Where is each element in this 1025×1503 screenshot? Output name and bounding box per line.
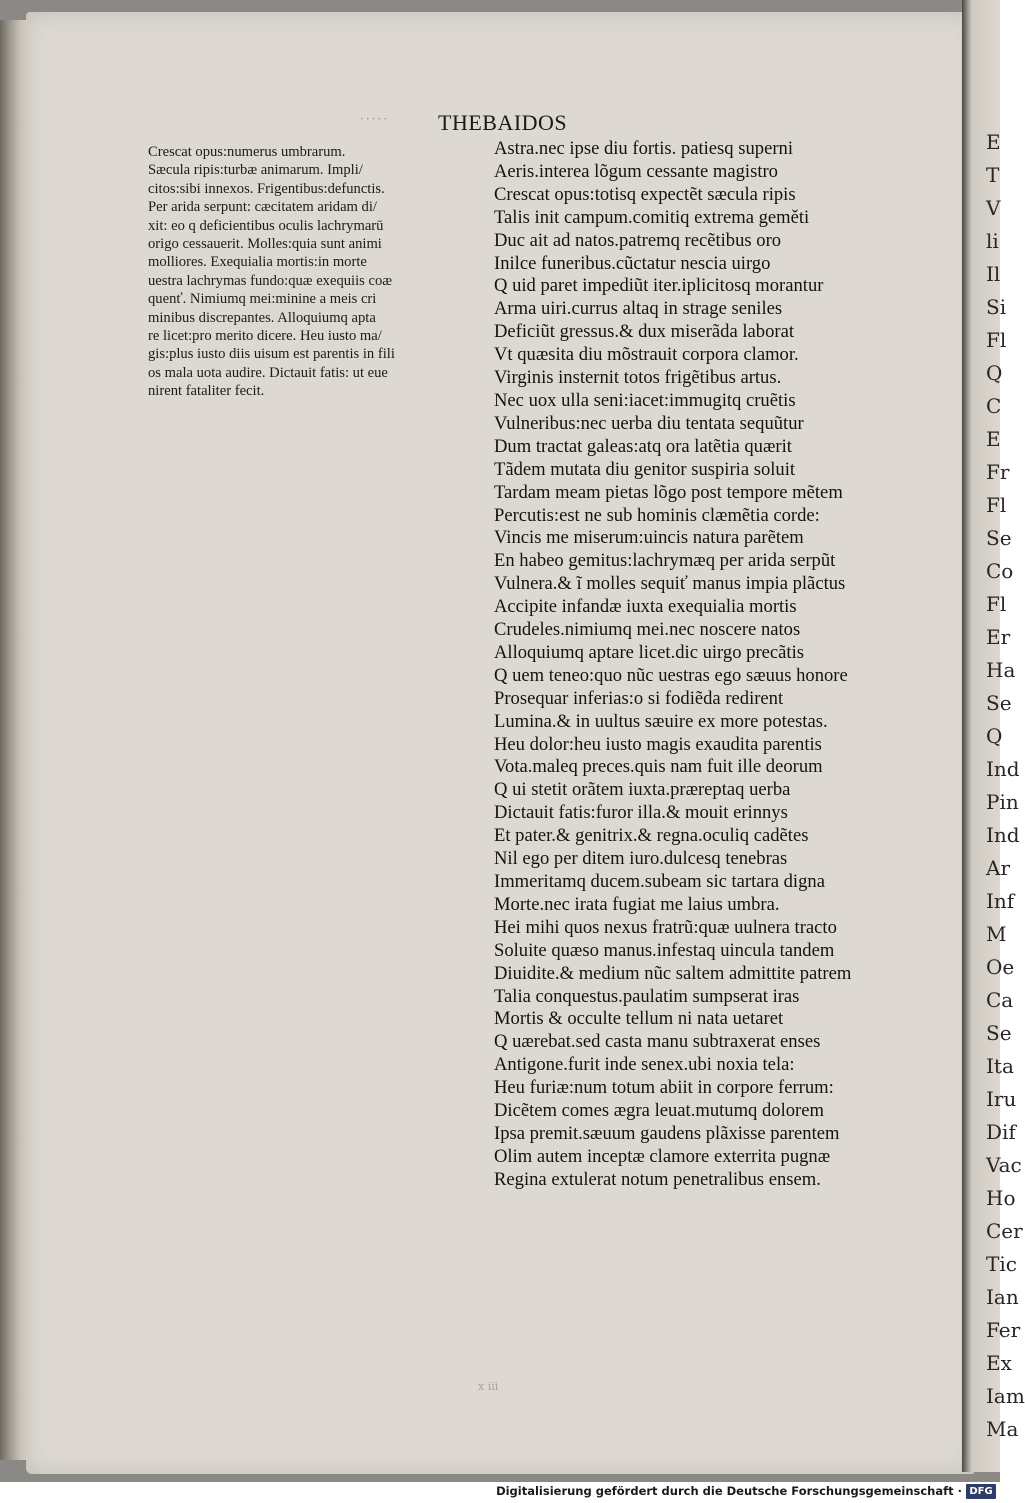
verse-line: Immeritamq ducem.subeam sic tartara digna [494,871,825,892]
commentary-line: uestra lachrymas fundo:quæ exequiis coæ [148,272,392,289]
verse-line: Duc ait ad natos.patremq recẽtibus oro [494,229,782,251]
facing-page-fragment: Ar [986,856,1011,880]
commentary-line: xit: eo q deficientibus oculis lachrymarū [148,217,384,234]
verse-line: Morte.nec irata fugiat me laius umbra. [494,893,780,915]
facing-page-fragment: Pin [986,790,1019,814]
facing-page-fragment: Tic [986,1252,1017,1276]
facing-page-fragment: Ex [986,1351,1012,1375]
facing-page-fragment: Ha [986,658,1016,682]
facing-page-fragment: Er [986,625,1011,649]
commentary-line: Crescat opus:numerus umbrarum. [148,144,346,160]
verse-line: Regina extulerat notum penetralibus ensem. [494,1168,821,1190]
facing-page-fragment: Ca [986,988,1014,1012]
facing-page-fragment: Q [986,724,1003,748]
facing-page-fragment: Iru [986,1087,1017,1111]
facing-page-fragment: Fl [986,592,1007,616]
verse-line: En habeo gemitus:lachrymæq per arida serpũt [494,550,836,572]
commentary-line: molliores. Exequialia mortis:in morte [148,254,367,271]
verse-line: Nec uox ulla seni:iacet:immugitq cruẽtis [494,389,796,411]
verse-line: Deficiũt gressus.& dux miserãda laborat [494,321,794,343]
verse-line: Q uærebat.sed casta manu subtraxerat enses [494,1031,821,1053]
facing-page-fragment: Il [986,262,1001,286]
verse-line: Crudeles.nimiumq mei.nec noscere natos [494,619,801,641]
signature-mark: x iii [478,1380,499,1393]
facing-page-fragment: Se [986,526,1012,550]
facing-page-fragment: Co [986,559,1014,583]
verse-line: Prosequar inferias:o si fodiẽda redirent [494,687,784,709]
facing-page-fragment: Oe [986,955,1015,979]
verse-line: Tãdem mutata diu genitor suspiria soluit [494,458,796,480]
commentary-line: gis:plus iusto diis uisum est parentis in fili [148,346,395,363]
verse-line: Hei mihi quos nexus fratrũ:quæ uulnera tracto [494,916,837,938]
commentary-line: nirent fataliter fecit. [148,383,265,400]
verse-line: Q uem teneo:quo nũc uestras ego sæuus honore [494,664,848,686]
verse-line: Inilce funeribus.cũctatur nescia uirgo [494,252,771,274]
verse-line: Ipsa premit.sæuum gaudens plãxisse parentem [494,1122,840,1144]
facing-page-fragment: Se [986,1021,1012,1045]
facing-page-fragment: Inf [986,889,1015,913]
verse-line: Dum tractat galeas:atq ora latẽtia quærit [494,435,792,457]
verse-line: Heu dolor:heu iusto magis exaudita parentis [494,733,822,755]
facing-page-fragment: Fl [986,328,1007,352]
commentary-line: Per arida serpunt: cæcitatem aridam di/ [148,199,377,216]
commentary-line: minibus discrepantes. Alloquiumq apta [148,309,376,326]
commentary-line: origo cessauerit. Molles:quia sunt animi [148,236,382,253]
verse-line: Tardam meam pietas lõgo post tempore mẽtem [494,481,843,503]
verse-line: Vulnera.& ĩ molles sequiť manus impia plãctus [494,573,846,595]
facing-page-fragment: Cer [986,1219,1023,1243]
verse-line: Vota.maleq preces.quis nam fuit ille deorum [494,756,823,778]
funding-credit: Digitalisierung gefördert durch die Deutsche Forschungsgemeinschaft · [496,1484,962,1498]
commentary-line: quenť. Nimiumq mei:minine a meis cri [148,291,377,308]
facing-page-fragment: C [986,394,1002,418]
verse-line: Heu furiæ:num totum abiit in corpore ferrum: [494,1077,834,1099]
facing-page-fragment: Fl [986,493,1007,517]
facing-page-fragment: li [986,229,999,253]
verse-line: Astra.nec ipse diu fortis. patiesq superni [494,138,793,159]
commentary-line: citos:sibi innexos. Frigentibus:defunctis. [148,180,385,197]
verse-column [494,138,934,1192]
verse-line: Crescat opus:totisq expectẽt sæcula ripis [494,183,796,205]
verse-line: Soluite quæso manus.infestaq uincula tandem [494,939,835,961]
verse-line: Lumina.& in uultus sæuire ex more potestas. [494,710,828,732]
facing-page-fragment: E [986,130,1001,154]
facing-page-fragment: Iam [986,1384,1025,1408]
facing-page-fragment: Fer [986,1318,1021,1342]
page-header-title: THEBAIDOS [438,110,568,135]
facing-page-fragment: Ma [986,1417,1019,1441]
verse-line: Arma uiri.currus altaq in strage seniles [494,298,783,320]
verse-line: Q ui stetit orãtem iuxta.præreptaq uerba [494,779,791,801]
facing-page-fragment: T [986,163,1000,187]
facing-page-fragment: Ind [986,823,1020,847]
verse-line: Talia conquestus.paulatim sumpserat iras [494,985,800,1007]
facing-page-fragment: Vac [986,1153,1022,1177]
facing-page-fragment: Ho [986,1186,1016,1210]
facing-page-edge [962,0,1025,1472]
verse-line: Dicẽtem comes ægra leuat.mutumq dolorem [494,1100,824,1122]
facing-page-fragment: Ind [986,757,1020,781]
verse-line: Diuidite.& medium nũc saltem admittite patrem [494,962,852,984]
commentary-column [148,143,488,401]
verse-line: Vincis me miserum:uincis natura parẽtem [494,527,804,549]
facing-page-fragment: Fr [986,460,1010,484]
facing-page-fragment: Ian [986,1285,1019,1309]
facing-page-fragment: M [986,922,1007,946]
verse-line: Percutis:est ne sub hominis clæmẽtia corde: [494,504,820,526]
verse-line: Mortis & occulte tellum ni nata uetaret [494,1008,784,1030]
verse-line: Et pater.& genitrix.& regna.oculiq cadẽtes [494,825,809,847]
verse-line: Alloquiumq aptare licet.dic uirgo precãtis [494,641,804,663]
verse-line: Olim autem inceptæ clamore exterrita pugnæ [494,1145,831,1167]
facing-page-fragment: Q [986,361,1003,385]
facing-page-fragment: Se [986,691,1012,715]
dfg-logo: DFG [966,1484,996,1499]
commentary-line: Sæcula ripis:turbæ animarum. Impli/ [148,162,363,179]
verse-line: Talis init campum.comitiq extrema geměti [494,206,810,228]
verse-line: Aeris.interea lõgum cessante magistro [494,160,778,182]
facing-page-fragment: E [986,427,1001,451]
commentary-line: os mala uota audire. Dictauit fatis: ut eue [148,364,388,381]
facing-page-fragment: V [986,196,1001,220]
verse-line: Virginis insternit totos frigẽtibus artus. [494,367,782,389]
verse-line: Dictauit fatis:furor illa.& mouit erinnys [494,802,788,824]
verse-line: Q uid paret impediũt iter.iplicitosq morantur [494,275,824,297]
verse-line: Antigone.furit inde senex.ubi noxia tela: [494,1054,795,1076]
verse-line: Vulneribus:nec uerba diu tentata sequũtur [494,412,804,434]
verse-line: Nil ego per ditem iuro.dulcesq tenebras [494,848,788,870]
verse-line: Vt quæsita diu mõstrauit corpora clamor. [494,344,799,366]
commentary-line: re licet:pro merito dicere. Heu iusto ma/ [148,328,382,345]
header-mark: ····· [360,112,390,126]
facing-page-fragment: Si [986,295,1007,319]
facing-page-fragment: Ita [986,1054,1014,1078]
verse-line: Accipite infandæ iuxta exequialia mortis [494,596,797,618]
facing-page-fragment: Dif [986,1120,1016,1144]
